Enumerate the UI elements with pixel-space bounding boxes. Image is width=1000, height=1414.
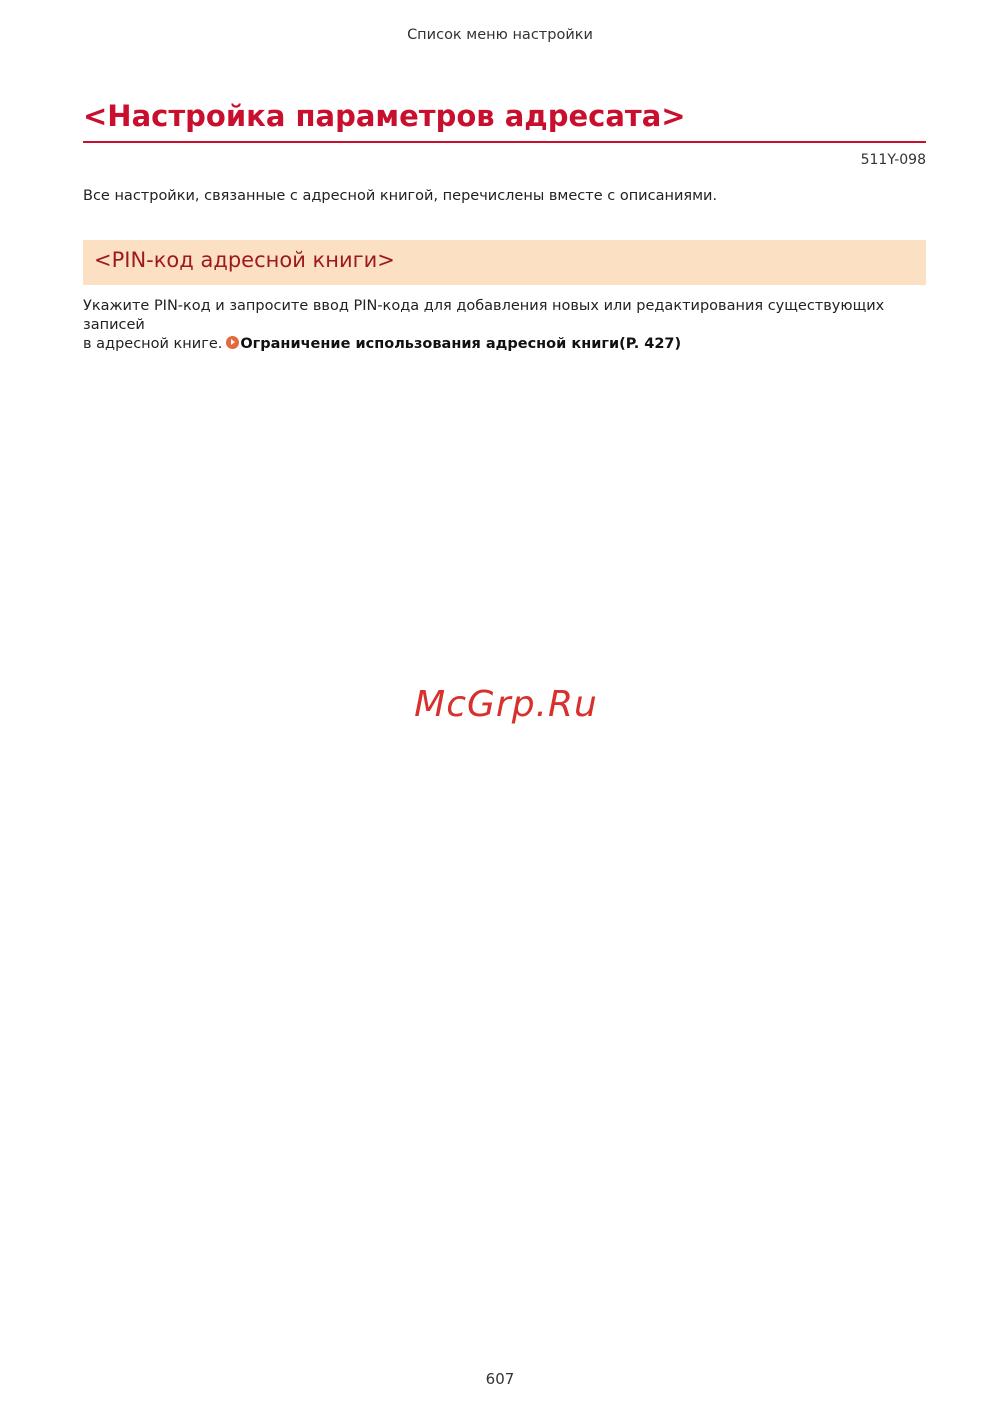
section-description-line1: Укажите PIN-код и запросите ввод PIN-кода для добавления новых или редактирования существующих записей <box>83 298 885 333</box>
title-divider <box>83 141 926 143</box>
cross-reference-link[interactable]: Ограничение использования адресной книги(P. 427) <box>240 336 682 352</box>
section-description-line2: в адресной книге. <box>83 336 223 352</box>
document-id: 511Y-098 <box>860 152 926 168</box>
watermark: McGrp.Ru <box>414 684 598 725</box>
section-description <box>83 297 931 354</box>
section-header-box <box>83 240 926 285</box>
page-title: <Настройка параметров адресата> <box>83 99 686 133</box>
page-number: 607 <box>485 1370 515 1388</box>
circle-arrow-right-icon[interactable] <box>226 336 239 349</box>
intro-paragraph: Все настройки, связанные с адресной книгой, перечислены вместе с описаниями. <box>83 188 718 204</box>
running-header: Список меню настройки <box>407 27 593 43</box>
section-title: <PIN-код адресной книги> <box>94 248 395 272</box>
